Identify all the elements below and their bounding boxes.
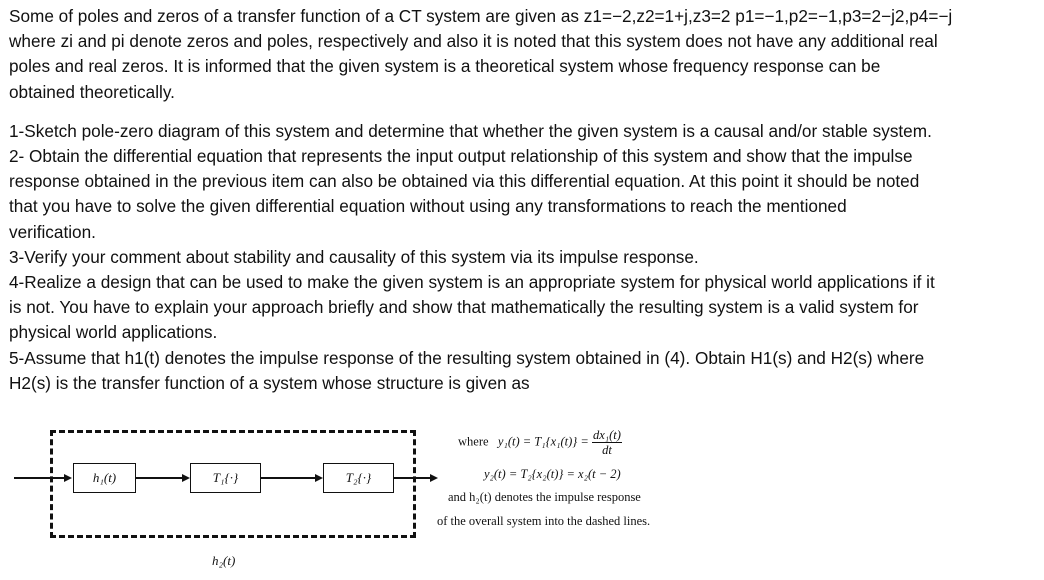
item-5-line-1: 5-Assume that h1(t) denotes the impulse response of the resulting system obtained in (4). Obtain H1(s) and H2(s) where (9, 347, 925, 368)
item-4-line-3: physical world applications. (9, 322, 218, 343)
fraction-numerator: dx₁(t) (592, 428, 621, 442)
equation-note-4: of the overall system into the dashed lines. (437, 514, 651, 528)
intro-line-1: Some of poles and zeros of a transfer function of a CT system are given as z1=−2,z2=1+j,z3=2 p1=−1,p2=−1,p3=2−j2,p4=−j (9, 6, 953, 26)
arrow-to-t1 (182, 474, 190, 482)
intro-line-4: obtained theoretically. (9, 81, 175, 102)
equation-note-1 (458, 428, 622, 457)
item-3-line: 3-Verify your comment about stability and causality of this system via its impulse response. (9, 246, 699, 267)
output-wire (394, 477, 432, 479)
item-2-line-2: response obtained in the previous item can also be obtained via this differential equation. At this point it should be noted (9, 171, 920, 192)
note-where: where (458, 434, 489, 449)
item-4-line-1: 4-Realize a design that can be used to make the given system is an appropriate system for physical world applications if it (9, 272, 935, 293)
fraction-denominator: dt (602, 443, 612, 457)
equation-note-2: y₂(t) = T₂{x₂(t)} = x₂(t − 2) (484, 467, 621, 481)
block-t2 (323, 463, 394, 493)
block-diagram (0, 420, 1044, 580)
derivative-fraction (592, 428, 622, 457)
item-2-line-3: that you have to solve the given differential equation without using any transformations to reach the mentioned (9, 196, 847, 217)
problem-text (9, 4, 1039, 396)
input-wire (14, 477, 66, 479)
item-5-line-2: H2(s) is the transfer function of a system whose structure is given as (9, 372, 530, 393)
block-t2-label: T₂{·} (345, 470, 372, 485)
block-t1 (190, 463, 261, 493)
overall-system-label: h₂(t) (212, 553, 236, 568)
paragraph-gap (9, 105, 1039, 119)
block-t1-label: T₁{·} (212, 470, 239, 485)
output-arrow (430, 474, 438, 482)
intro-line-2: where zi and pi denote zeros and poles, respectively and also it is noted that this system does not have any additional real (9, 31, 938, 52)
note-eq1-lhs: y₁(t) = T₁{x₁(t)} = (497, 434, 589, 449)
equation-note-3: and h₂(t) denotes the impulse response (448, 490, 641, 504)
wire-h1-to-t1 (136, 477, 184, 479)
block-h1-label: h₁(t) (92, 470, 117, 485)
item-2-line-4: verification. (9, 221, 96, 242)
block-h1 (73, 463, 136, 493)
input-arrow (64, 474, 72, 482)
item-1-line: 1-Sketch pole-zero diagram of this system and determine that whether the given system is a causal and/or stable system. (9, 120, 932, 141)
intro-line-3: poles and real zeros. It is informed that the given system is a theoretical system whose frequency response can be (9, 56, 881, 77)
item-4-line-2: is not. You have to explain your approach briefly and show that mathematically the resulting system is a valid system for (9, 297, 919, 318)
wire-t1-to-t2 (261, 477, 317, 479)
item-2-line-1: 2- Obtain the differential equation that represents the input output relationship of this system and show that the impulse (9, 146, 913, 167)
arrow-to-t2 (315, 474, 323, 482)
